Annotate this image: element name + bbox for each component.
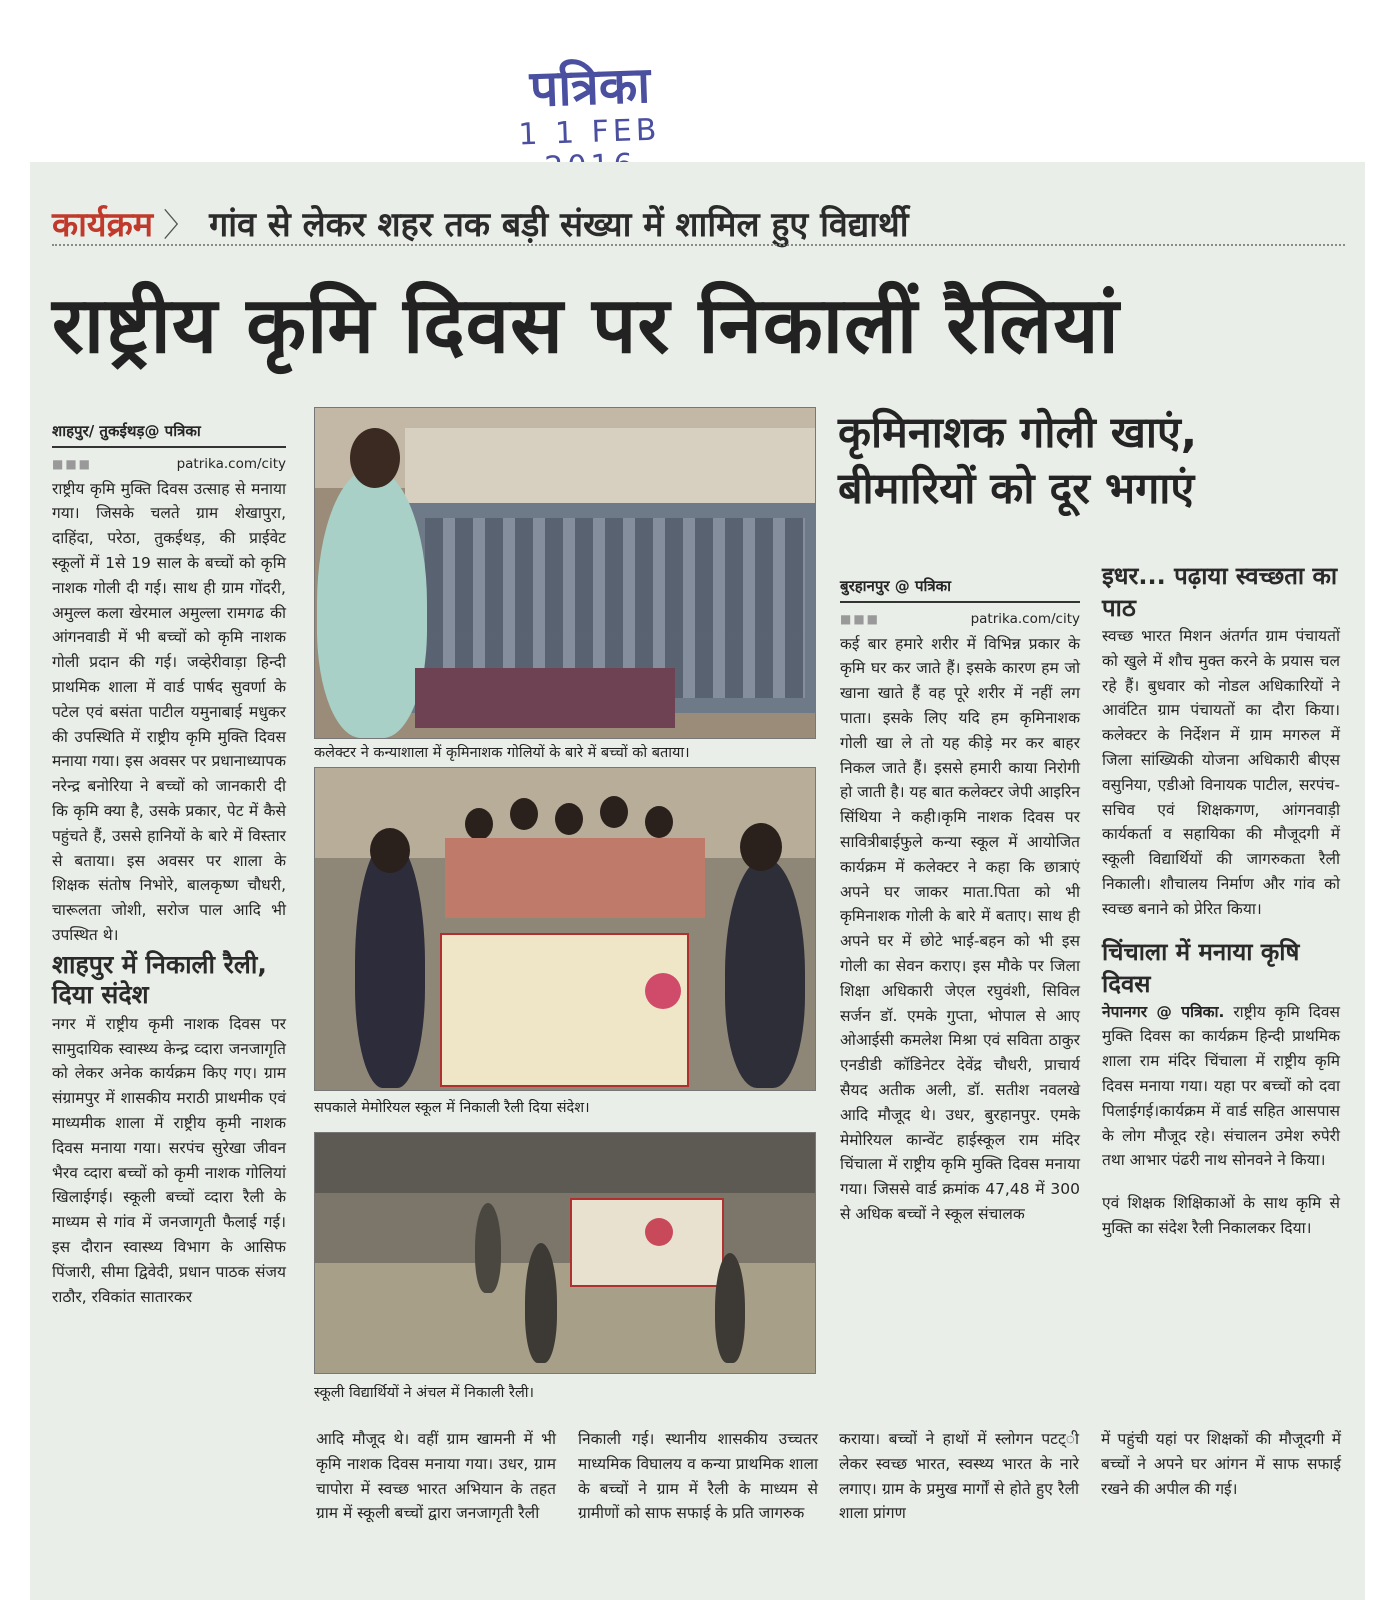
right-body-chinchala	[1102, 1000, 1340, 1174]
kicker-divider	[52, 244, 1345, 246]
middle-body: कई बार हमारे शरीर में विभिन्न प्रकार के कृमि घर कर जाते हैं। इसके कारण हम जो खाना खाते हैं वह पूरे शरीर में नहीं लग पाता। इसके लिए यदि हम कृमिनाशक गोली खा ले तो यह कीड़े मर कर बाहर निकल जाते हैं। इससे हमारी काया निरोगी हो जाती है। यह बात कलेक्टर जेपी आइरिन सिंथिया ने कही।कृमि नाशक दिवस पर सावित्रीबाईफुले कन्या स्कूल में आयोजित कार्यक्रम में कलेक्टर ने कहा कि छात्राएं अपने घर जाकर माता.पिता को भी कृमिनाशक गोली के बारे में बताए। साथ ही अपने घर में छोटे भाई-बहन को भी इस गोली का सेवन कराए। इस मौके पर जिला शिक्षा अधिकारी जेएल रघुवंशी, सिविल सर्जन डॉ. एमके गुप्ता, भोपाल से आए ओआईसी कमलेश मिश्रा एवं सविता ठाकुर एनडीडी कॉडिनेटर देवेंद्र चौधरी, प्राचार्य सैयद अतीक अली, डॉ. सतीश नवलखे आदि मौजूद थे। उधर, बुरहानपुर. एमके मेमोरियल कान्वेंट हाईस्कूल राम मंदिर चिंचाला में राष्ट्रीय कृमि मुक्ति दिवस मनाया गया। जिससे वार्ड क्रमांक 47,48 में 300 से अधिक बच्चों ने स्कूल संचालक	[840, 634, 1080, 1223]
right-text-chinchala: राष्ट्रीय कृमि दिवस मुक्ति दिवस का कार्यक्रम हिन्दी प्राथमिक शाला राम मंदिर चिंचाला में राष्ट्रीय कृमि दिवस मनाया गया। यहा पर बच्चों को दवा पिलाईगई।कार्यक्रम में वार्ड सहित आसपास के लोग मौजूद रहे। संचालन उमेश रुपेरी तथा आभार पंढरी नाथ सोनवने ने किया।	[1102, 1002, 1340, 1170]
bottom-column-4	[1101, 1427, 1341, 1501]
right-body-cleanliness: स्वच्छ भारत मिशन अंतर्गत ग्राम पंचायतों को खुले में शौच मुक्त करने के प्रयास चल रहे हैं। बुधवार को नोडल अधिकारियों ने आवंटित ग्राम पंचायतों का दौरा किया। कलेक्टर के निर्देशन में ग्राम मगरुल में जिला सांख्यिकी योजना अधिकारी बीएस वसुनिया, एडीओ विनायक पाटील, सरपंच-सचिव एवं शिक्षकगण, आंगनवाड़ी कार्यकर्ता व सहायिका की मौजूदगी में स्कूली विद्यार्थियों की जागरुकता रैली निकाली। शौचालय निर्माण और गांव को स्वच्छ बनाने को प्रेरित किया।	[1102, 627, 1340, 918]
stamp-paper-name: पत्रिका	[528, 55, 652, 119]
right-body-closing: एवं शिक्षक शिक्षिकाओं के साथ कृमि से मुक्ति का संदेश रैली निकालकर दिया।	[1102, 1194, 1340, 1237]
middle-headline: कृमिनाशक गोली खाएं, बीमारियों को दूर भगाएं	[838, 408, 1198, 514]
photo-caption-classroom: कलेक्टर ने कन्याशाला में कृमिनाशक गोलियों के बारे में बच्चों को बताया।	[314, 745, 690, 761]
middle-dateline: बुरहानपुर @ पत्रिका	[840, 574, 1080, 603]
bottom-column-1	[316, 1427, 556, 1526]
left-body-2: नगर में राष्ट्रीय कृमी नाशक दिवस पर सामुदायिक स्वास्थ्य केन्द्र व्दारा जनजागृति को लेकर अनेक कार्यक्रम किए गए। ग्राम संग्रामपुर में शासकीय मराठी प्राथमीक एवं माध्यमीक शाला में राष्ट्रीय कृमी नाशक दिवस मनाया गया। सरपंच सुरेखा जीवन भैरव व्दारा बच्चों को कृमी नाशक गोलियां खिलाईगई। स्कूली बच्चों व्दारा रैली के माध्यम से गांव में जनजागृती फैलाई गई। इस दौरान स्वास्थ्य विभाग के आसिफ पिंजारी, सीमा द्विवेदी, प्रधान पाठक संजय राठौर, रविकांत सातारकर	[52, 1014, 286, 1306]
left-bars: ■■■	[52, 456, 93, 471]
left-site: patrika.com/city	[176, 455, 286, 472]
bottom-column-1-text: आदि मौजूद थे। वहीं ग्राम खामनी में भी कृमि नाशक दिवस मनाया गया। उधर, ग्राम चापोरा में स्वच्छ भारत अभियान के तहत ग्राम में स्कूली बच्चों द्वारा जनजागृती रैली	[316, 1430, 556, 1523]
right-head-cleanliness: इधर... पढ़ाया स्वच्छता का पाठ	[1102, 562, 1338, 622]
bottom-column-3	[839, 1427, 1079, 1526]
left-dateline: शाहपुर/ तुकईथड़@ पत्रिका	[52, 419, 286, 448]
bottom-column-2-text: निकाली गई। स्थानीय शासकीय उच्चतर माध्यमिक विघालय व कन्या प्राथमिक शाला के बच्चों ने ग्राम में रैली के माध्यम से ग्रामीणों को साफ सफाई के प्रति जागरुक	[578, 1430, 818, 1523]
kicker-label: कार्यक्रम	[52, 205, 154, 245]
right-head-chinchala: चिंचाला में मनाया कृषि दिवस	[1102, 937, 1300, 998]
kicker-separator: 〉	[163, 206, 196, 244]
bottom-column-3-text: कराया। बच्चों ने हाथों में स्लोगन पटट्‌ी लेकर स्वच्छ भारत, स्वस्थ्य भारत के नारे लगाए। ग्राम के प्रमुख मार्गों से होते हुए रैली शाला प्रांगण	[839, 1430, 1079, 1523]
stamp-date: 1 1 FEB	[517, 112, 661, 153]
photo-classroom	[314, 407, 816, 739]
left-meta	[52, 452, 286, 477]
photo-caption-school-rally: सपकाले मेमोरियल स्कूल में निकाली रैली दिया संदेश।	[314, 1100, 590, 1116]
right-dateline-chinchala: नेपानगर @ पत्रिका.	[1102, 1002, 1225, 1021]
left-body: राष्ट्रीय कृमि मुक्ति दिवस उत्साह से मनाया गया। जिसके चलते ग्राम शेखापुरा, दाहिंदा, परेठा, तुकईथड़, की प्राईवेट स्कूलों में 1से 19 साल के बच्चों को कृमि नाशक गोली दी गई। साथ ही ग्राम गोंदरी, अमुल्ल कला खेरमाल अमुल्ला रामगढ की आंगनवाडी में भी बच्चों को कृमि नाशक गोली प्रदान की गई। जव्हेरीवाड़ा हिन्दी प्राथमिक शाला में वार्ड पार्षद सुवर्णा के पटेल एवं बसंता पाटील यमुनाबाई मधुकर की उपस्थिति में राष्ट्रीय कृमि मुक्ति दिवस मनाया गया। इस अवसर पर प्रधानाध्यापक नरेन्द्र बनोरिया ने बच्चों को जानकारी दी कि कृमि क्या है, उसके प्रकार, पेट में कैसे पहुंचते हैं, उससे हानियों के बारे में विस्तार से बताया। इस अवसर पर शाला के शिक्षक संतोष निभोरे, बालकृष्ण चौधरी, चारूलता जोशी, सरोज पाल आदि भी उपस्थित थे।	[52, 479, 286, 944]
right-column	[1102, 560, 1340, 1241]
main-headline: राष्ट्रीय कृमि दिवस पर निकालीं रैलियां	[52, 281, 1120, 371]
newspaper-clipping	[30, 162, 1365, 1600]
middle-site: patrika.com/city	[970, 610, 1080, 627]
kicker-text: गांव से लेकर शहर तक बड़ी संख्या में शामिल हुए विद्यार्थी	[209, 205, 909, 245]
photo-caption-village-rally: स्कूली विद्यार्थियों ने अंचल में निकाली रैली।	[314, 1385, 535, 1401]
middle-column	[840, 574, 1080, 1227]
left-subhead: शाहपुर में निकाली रैली, दिया संदेश	[52, 949, 267, 1009]
bottom-column-4-text: में पहुंची यहां पर शिक्षकों की मौजूदगी में बच्चों ने अपने घर आंगन में साफ सफाई रखने की अपील की गई।	[1101, 1430, 1341, 1498]
middle-meta	[840, 607, 1080, 632]
kicker-line	[52, 198, 909, 248]
photo-school-rally	[314, 767, 816, 1091]
left-column	[52, 419, 286, 1309]
middle-bars: ■■■	[840, 611, 881, 626]
photo-village-rally	[314, 1132, 816, 1374]
bottom-column-2	[578, 1427, 818, 1526]
